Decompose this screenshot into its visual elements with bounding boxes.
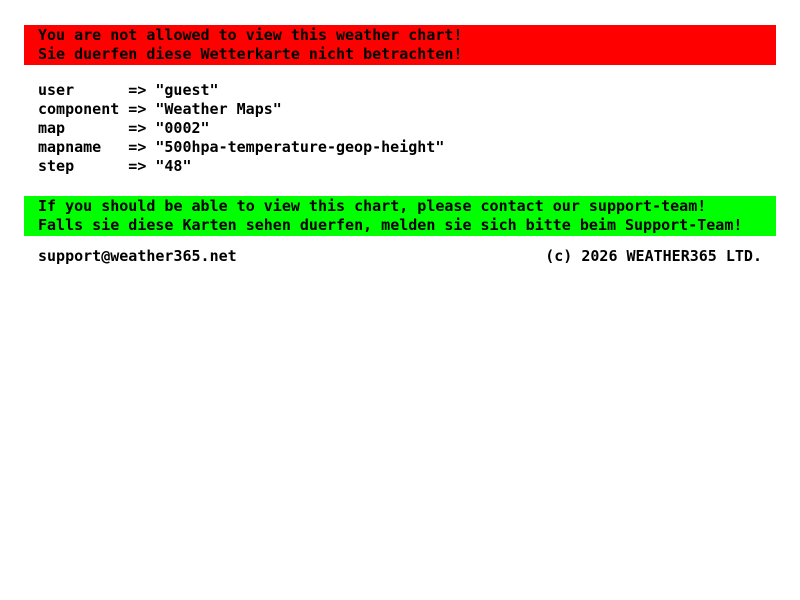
arrow: => <box>128 138 147 156</box>
detail-key: step <box>38 157 75 175</box>
access-denied-banner <box>24 25 776 65</box>
footer <box>24 247 776 266</box>
detail-row-component <box>38 100 776 119</box>
detail-key: component <box>38 100 120 118</box>
detail-row-user <box>38 81 776 100</box>
arrow: => <box>128 157 147 175</box>
detail-row-mapname <box>38 138 776 157</box>
detail-value: "guest" <box>155 81 219 99</box>
arrow: => <box>128 119 147 137</box>
arrow: => <box>128 81 147 99</box>
detail-row-step <box>38 157 776 176</box>
detail-value: "500hpa-temperature-geop-height" <box>155 138 445 156</box>
access-denied-line-de: Sie duerfen diese Wetterkarte nicht betrachten! <box>38 45 463 63</box>
detail-key: user <box>38 81 75 99</box>
copyright: (c) 2026 WEATHER365 LTD. <box>545 247 762 265</box>
support-email: support@weather365.net <box>38 247 237 265</box>
detail-value: "48" <box>155 157 192 175</box>
error-page <box>24 25 776 266</box>
support-info-line-de: Falls sie diese Karten sehen duerfen, melden sie sich bitte beim Support-Team! <box>38 216 743 234</box>
support-info-line-en: If you should be able to view this chart, please contact our support-team! <box>38 197 707 215</box>
access-denied-line-en: You are not allowed to view this weather chart! <box>38 26 463 44</box>
detail-row-map <box>38 119 776 138</box>
support-info-banner <box>24 196 776 236</box>
detail-key: mapname <box>38 138 102 156</box>
arrow: => <box>128 100 147 118</box>
detail-value: "0002" <box>155 119 210 137</box>
request-details <box>38 81 776 176</box>
detail-value: "Weather Maps" <box>155 100 282 118</box>
detail-key: map <box>38 119 66 137</box>
